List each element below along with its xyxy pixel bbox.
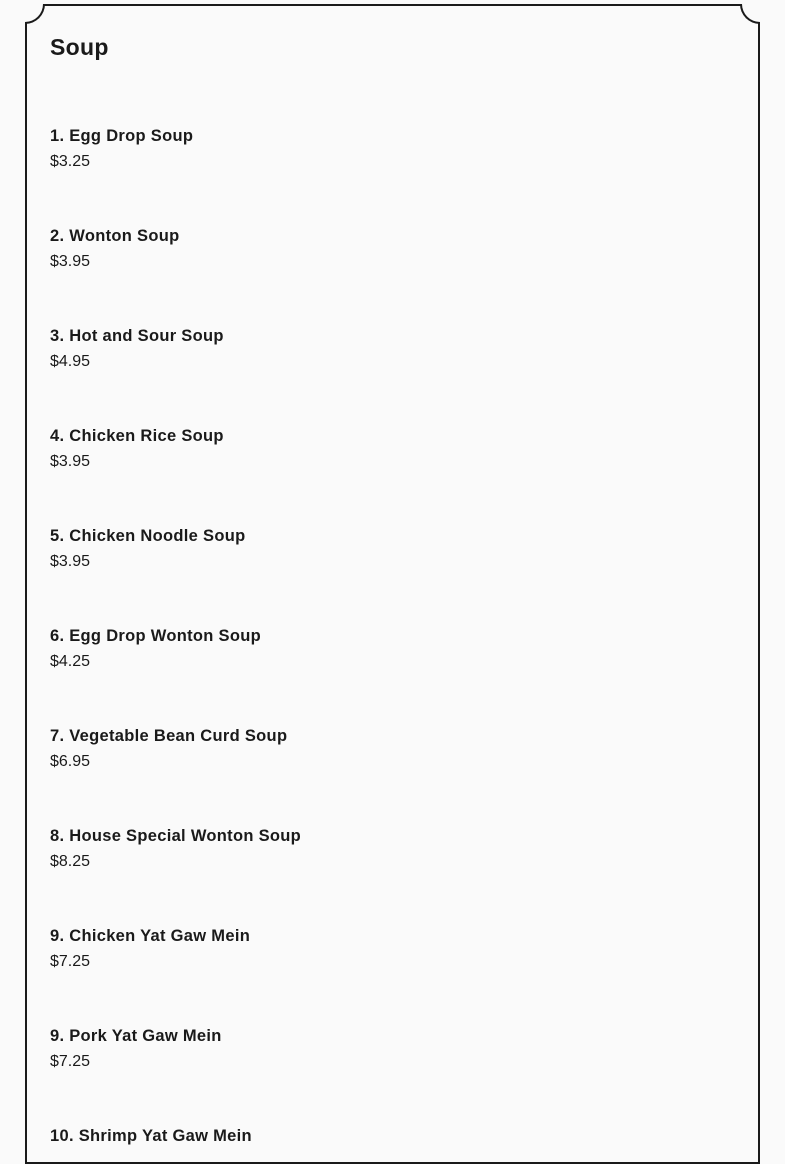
menu-item[interactable]	[50, 226, 179, 272]
menu-item-price: $3.95	[50, 553, 91, 570]
corner-notch-left	[25, 4, 45, 24]
menu-item-name: 3. Hot and Sour Soup	[50, 327, 224, 345]
menu-item-price: $7.25	[50, 1053, 91, 1070]
menu-item-name: 9. Chicken Yat Gaw Mein	[50, 927, 251, 945]
menu-item-price: $3.95	[50, 253, 91, 270]
menu-item-name: 6. Egg Drop Wonton Soup	[50, 627, 261, 645]
menu-item-price: $3.25	[50, 153, 91, 170]
menu-item[interactable]	[50, 926, 250, 972]
menu-item-price: $4.95	[50, 353, 91, 370]
menu-item-name: 9. Pork Yat Gaw Mein	[50, 1027, 222, 1045]
menu-item-price: $8.25	[50, 853, 91, 870]
menu-item-name: 8. House Special Wonton Soup	[50, 827, 302, 845]
menu-item-name: 4. Chicken Rice Soup	[50, 427, 224, 445]
menu-item-name: 7. Vegetable Bean Curd Soup	[50, 727, 288, 745]
menu-item-name: 2. Wonton Soup	[50, 227, 180, 245]
corner-notch-right	[740, 4, 760, 24]
menu-item[interactable]	[50, 526, 245, 572]
menu-item[interactable]	[50, 1026, 222, 1072]
menu-item-name: 5. Chicken Noodle Soup	[50, 527, 246, 545]
menu-item-name: 10. Shrimp Yat Gaw Mein	[50, 1127, 252, 1145]
section-title: Soup	[50, 34, 109, 60]
menu-item[interactable]	[50, 326, 224, 372]
menu-item-price: $7.25	[50, 953, 91, 970]
menu-item-price: $6.95	[50, 753, 91, 770]
menu-item[interactable]	[50, 426, 224, 472]
menu-item-price: $3.95	[50, 453, 91, 470]
menu-item[interactable]	[50, 826, 301, 872]
menu-item-price: $4.25	[50, 653, 91, 670]
menu-section-card	[25, 4, 760, 1164]
menu-item-name: 1. Egg Drop Soup	[50, 127, 194, 145]
menu-item[interactable]	[50, 126, 193, 172]
menu-item[interactable]	[50, 726, 287, 772]
menu-item[interactable]	[50, 626, 261, 672]
